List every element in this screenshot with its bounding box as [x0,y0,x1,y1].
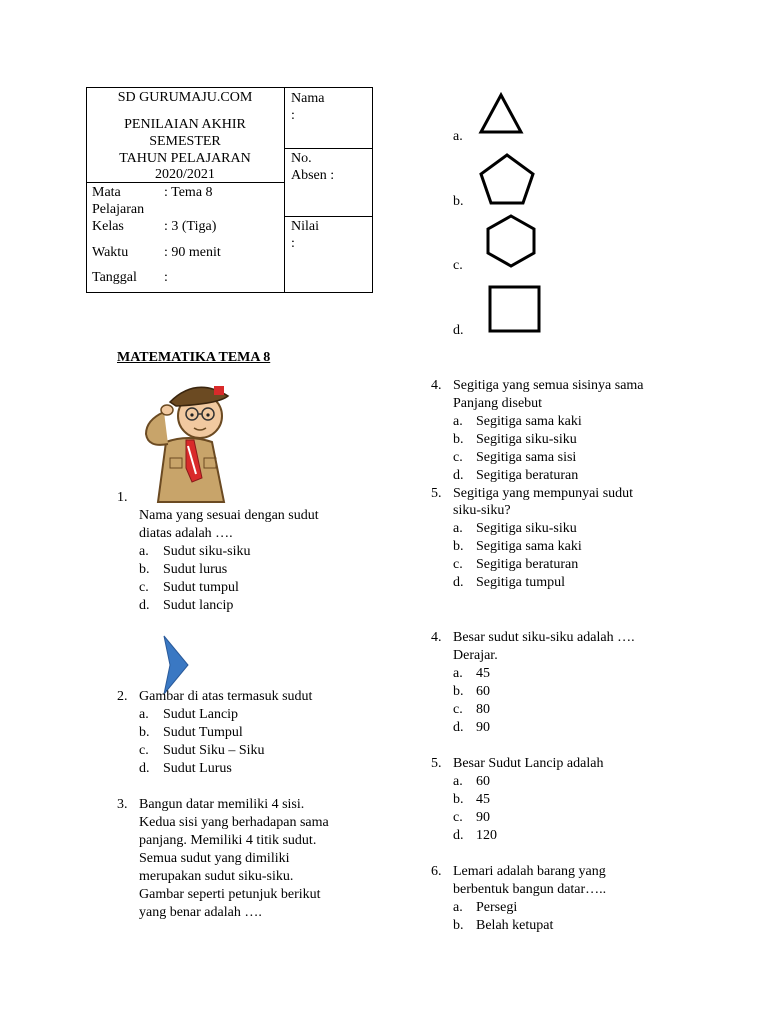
absen-field: Absen : [291,168,335,183]
option-text: Sudut Tumpul [163,725,243,740]
option-text: 120 [476,828,497,843]
option-text: 60 [476,774,490,789]
option-letter: d. [453,828,464,843]
option-text: Segitiga sama kaki [476,414,582,429]
option-letter: d. [139,598,150,613]
class-label: Kelas [92,219,124,234]
square-icon [487,284,542,334]
question-number: 6. [431,864,442,879]
option-text: Segitiga beraturan [476,468,579,483]
option-letter: b. [453,539,464,554]
school-year-line2: 2020/2021 [155,167,215,182]
option-text: 90 [476,810,490,825]
option-letter: b. [139,562,150,577]
option-letter: b. [453,432,464,447]
subject-value: : Tema 8 [164,185,213,200]
question-text: yang benar adalah …. [139,905,262,920]
option-text: 45 [476,666,490,681]
time-label: Waktu [92,245,129,260]
subject-label: Mata [92,185,121,200]
hexagon-icon [483,213,539,269]
option-letter: b. [453,918,464,933]
option-text: 90 [476,720,490,735]
question-text: merupakan sudut siku-siku. [139,869,294,884]
option-text: Segitiga sama kaki [476,539,582,554]
question-text: Segitiga yang mempunyai sudut [453,486,634,501]
option-letter: a. [453,414,463,429]
option-text: 80 [476,702,490,717]
option-text: Segitiga beraturan [476,557,579,572]
question-text: Besar Sudut Lancip adalah [453,756,604,771]
option-text: Sudut siku-siku [163,544,251,559]
absen-label: No. [291,151,312,166]
section-title: MATEMATIKA TEMA 8 [117,350,271,365]
question-number: 2. [117,689,128,704]
option-letter: c. [453,810,463,825]
question-number: 5. [431,756,442,771]
option-text: Sudut Lurus [163,761,232,776]
school-name: SD GURUMAJU.COM [117,90,253,105]
option-letter: c. [453,557,463,572]
option-text: Sudut Lancip [163,707,239,722]
question-text: Semua sudut yang dimiliki [139,851,290,866]
name-label: Nama [291,91,325,106]
option-letter: c. [453,450,463,465]
shape-option-letter: d. [453,323,464,338]
time-value: : 90 menit [164,245,221,260]
question-text: Nama yang sesuai dengan sudut [139,508,319,523]
option-text: Belah ketupat [476,918,554,933]
option-letter: b. [453,684,464,699]
table-divider [284,87,285,293]
question-text: siku-siku? [453,503,511,518]
exam-title-line2: SEMESTER [149,134,221,149]
option-text: Sudut tumpul [163,580,239,595]
shape-option-letter: b. [453,194,464,209]
option-letter: d. [453,720,464,735]
option-text: Segitiga sama sisi [476,450,577,465]
school-year-line1: TAHUN PELAJARAN [119,151,251,166]
option-text: 60 [476,684,490,699]
question-number: 4. [431,630,442,645]
question-text: Derajar. [453,648,498,663]
name-field: : [291,108,295,123]
score-label: Nilai [291,219,319,234]
exam-title-line1: PENILAIAN AKHIR [124,117,246,132]
option-letter: d. [453,575,464,590]
option-letter: c. [453,702,463,717]
option-text: Sudut lurus [163,562,228,577]
option-text: Segitiga tumpul [476,575,566,590]
question-text: Segitiga yang semua sisinya sama [453,378,644,393]
option-letter: a. [453,774,463,789]
angle-chevron-icon [160,634,192,696]
score-field: : [291,236,295,251]
shape-option-letter: c. [453,258,463,273]
date-label: Tanggal [92,270,137,285]
question-text: Gambar seperti petunjuk berikut [139,887,321,902]
date-value: : [164,270,168,285]
option-letter: a. [139,544,149,559]
question-number: 3. [117,797,128,812]
subject-label-2: Pelajaran [92,202,145,217]
table-divider [284,148,373,149]
pentagon-icon [477,152,537,206]
option-text: Persegi [476,900,518,915]
question-text: Panjang disebut [453,396,543,411]
triangle-icon [478,92,524,134]
option-text: Segitiga siku-siku [476,521,577,536]
option-text: Segitiga siku-siku [476,432,577,447]
option-letter: d. [139,761,150,776]
question-number: 1. [117,490,128,505]
option-letter: a. [453,666,463,681]
question-text: Kedua sisi yang berhadapan sama [139,815,329,830]
question-text: berbentuk bangun datar….. [453,882,607,897]
class-value: : 3 (Tiga) [164,219,217,234]
option-letter: b. [139,725,150,740]
question-text: Besar sudut siku-siku adalah …. [453,630,635,645]
option-letter: a. [453,521,463,536]
option-text: 45 [476,792,490,807]
option-letter: c. [139,580,149,595]
question-number: 5. [431,486,442,501]
option-text: Sudut Siku – Siku [163,743,265,758]
option-letter: d. [453,468,464,483]
question-text: panjang. Memiliki 4 titik sudut. [139,833,317,848]
question-text: Gambar di atas termasuk sudut [139,689,313,704]
shape-option-letter: a. [453,129,463,144]
option-letter: a. [139,707,149,722]
question-number: 4. [431,378,442,393]
question-text: diatas adalah …. [139,526,233,541]
option-letter: b. [453,792,464,807]
option-letter: c. [139,743,149,758]
question-text: Bangun datar memiliki 4 sisi. [139,797,305,812]
option-letter: a. [453,900,463,915]
question-text: Lemari adalah barang yang [453,864,606,879]
table-divider [284,216,373,217]
option-text: Sudut lancip [163,598,234,613]
scout-boy-saluting-icon [140,378,236,504]
